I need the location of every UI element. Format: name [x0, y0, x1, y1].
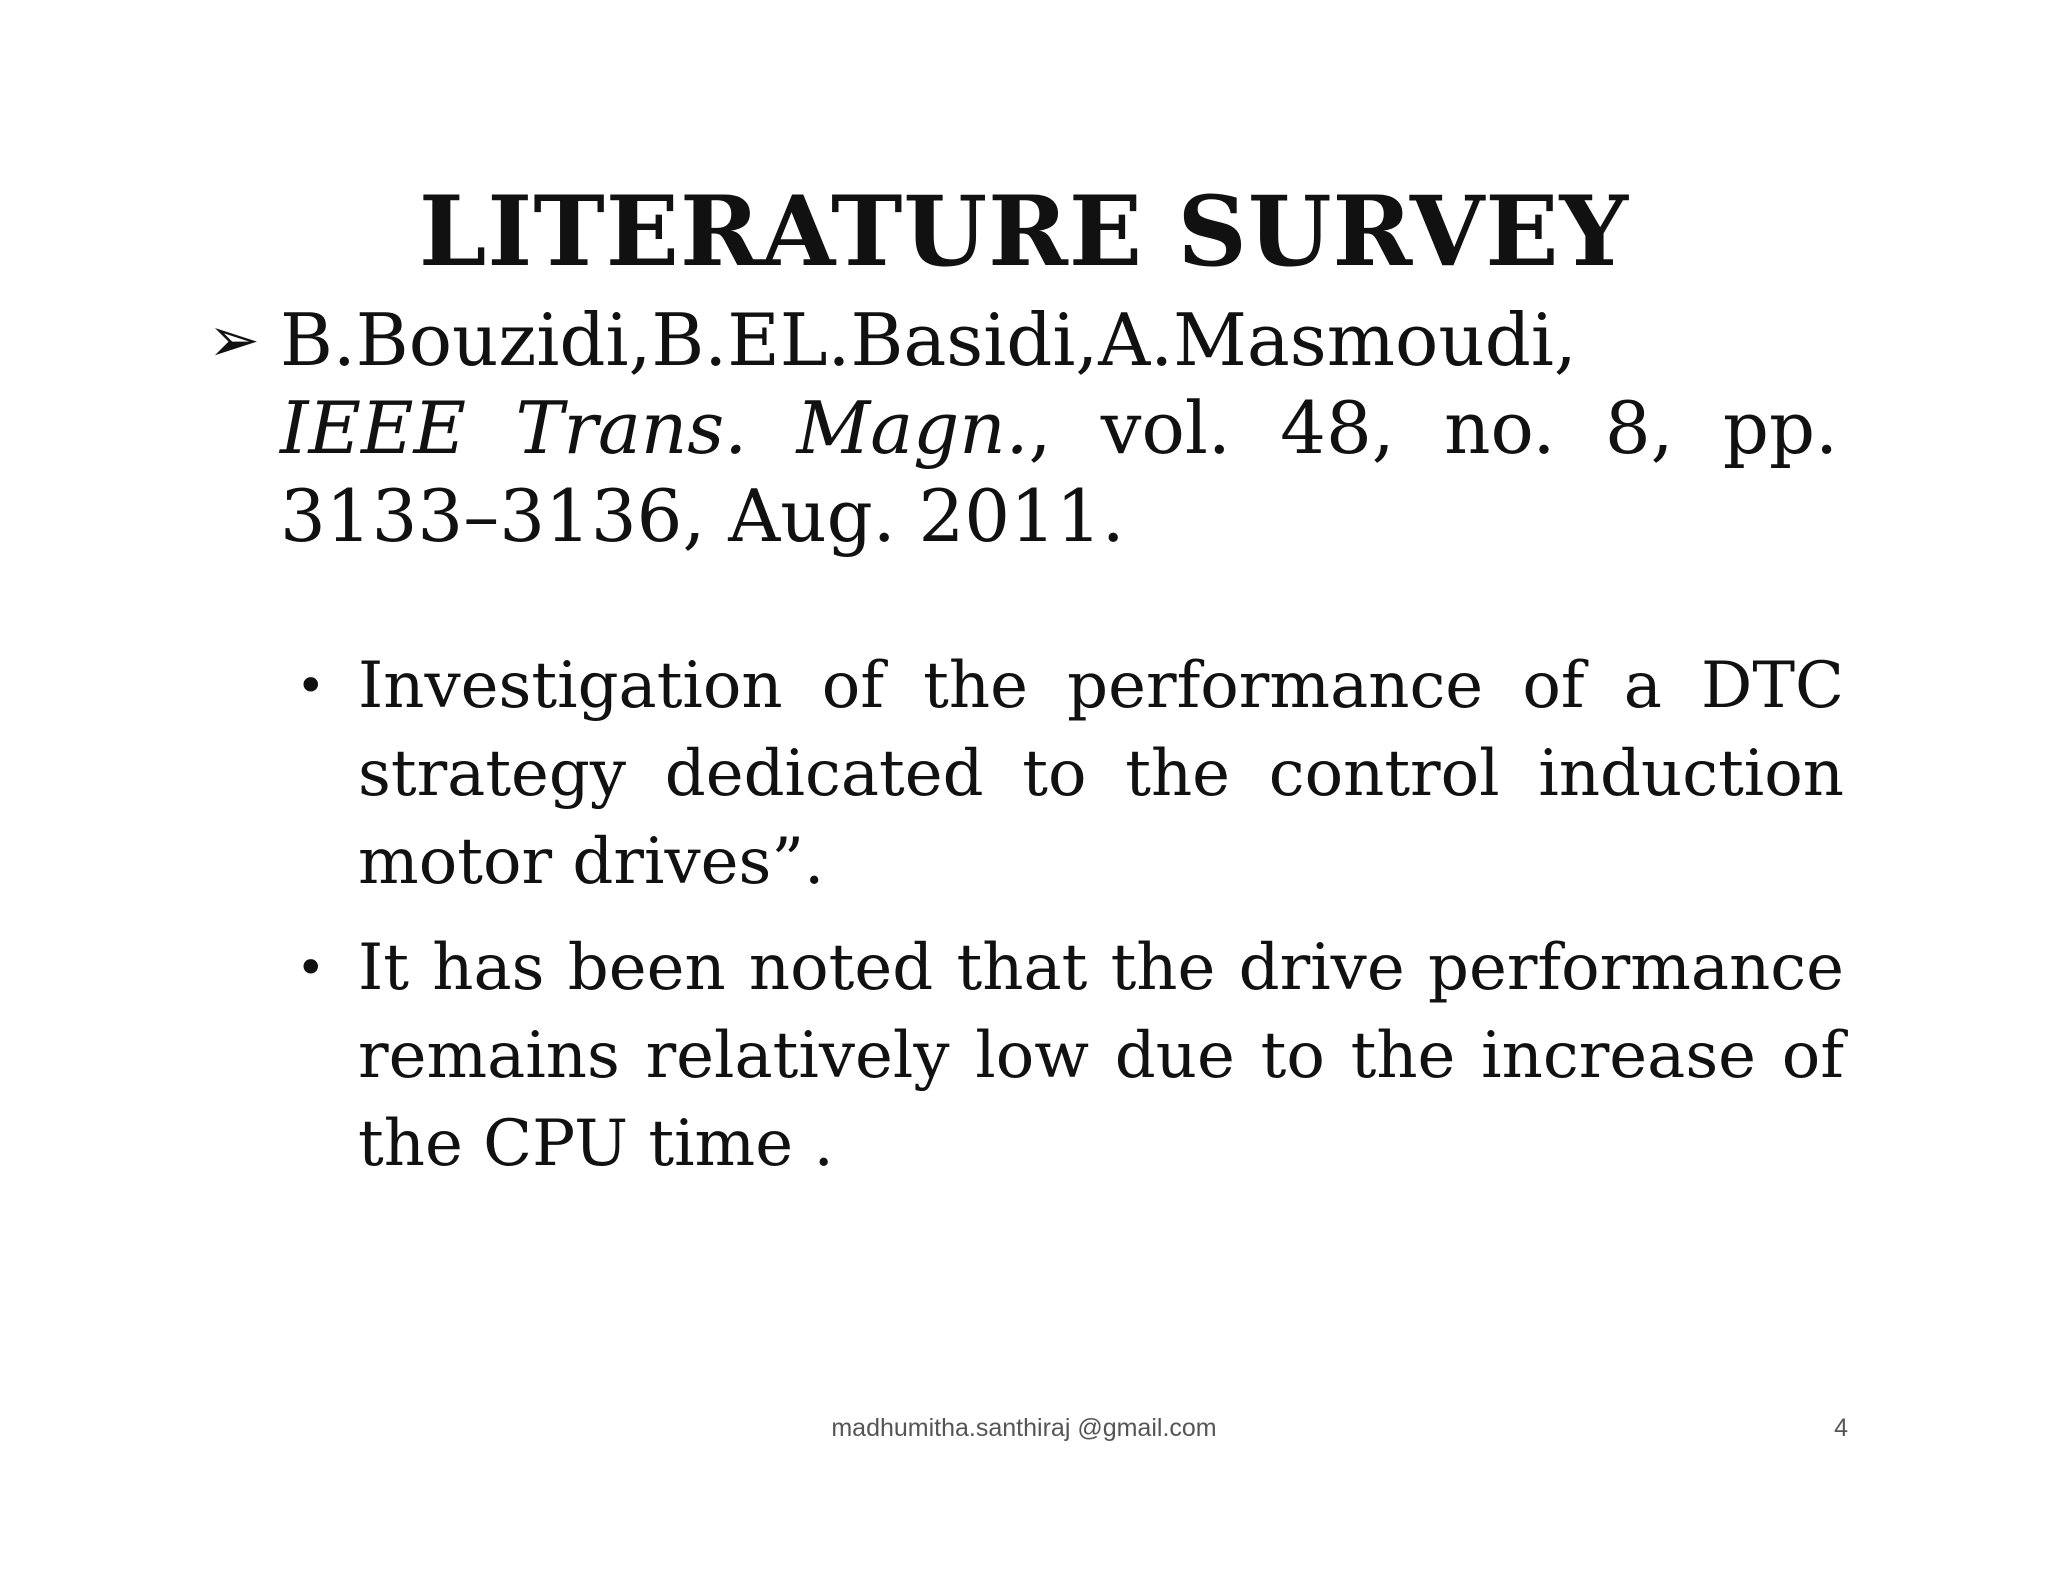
bullet-dot-icon: •	[296, 657, 326, 715]
reference-entry	[208, 296, 1838, 560]
summary-point	[296, 924, 1844, 1188]
bullet-dot-icon: •	[296, 939, 326, 997]
summary-point-text: Investigation of the performance of a DTC strategy dedicated to the control induction motor drives”.	[358, 649, 1844, 899]
reference-authors: B.Bouzidi,B.EL.Basidi,A.Masmoudi,	[280, 298, 1577, 382]
slide-title: LITERATURE SURVEY	[418, 175, 1630, 288]
footer-email: madhumitha.santhiraj @gmail.com	[831, 1414, 1217, 1442]
reference-text	[280, 296, 1838, 560]
reference-details: , vol. 48, no. 8, pp. 3133–3136, Aug. 2011.	[280, 386, 1838, 558]
page-number: 4	[1834, 1414, 1848, 1442]
arrow-bullet-icon: ➢	[208, 303, 260, 376]
summary-point	[296, 642, 1844, 906]
summary-point-text: It has been noted that the drive performance remains relatively low due to the increase of the CPU time .	[358, 931, 1844, 1181]
reference-journal: IEEE Trans. Magn.	[280, 386, 1029, 470]
summary-points	[296, 642, 1844, 1206]
